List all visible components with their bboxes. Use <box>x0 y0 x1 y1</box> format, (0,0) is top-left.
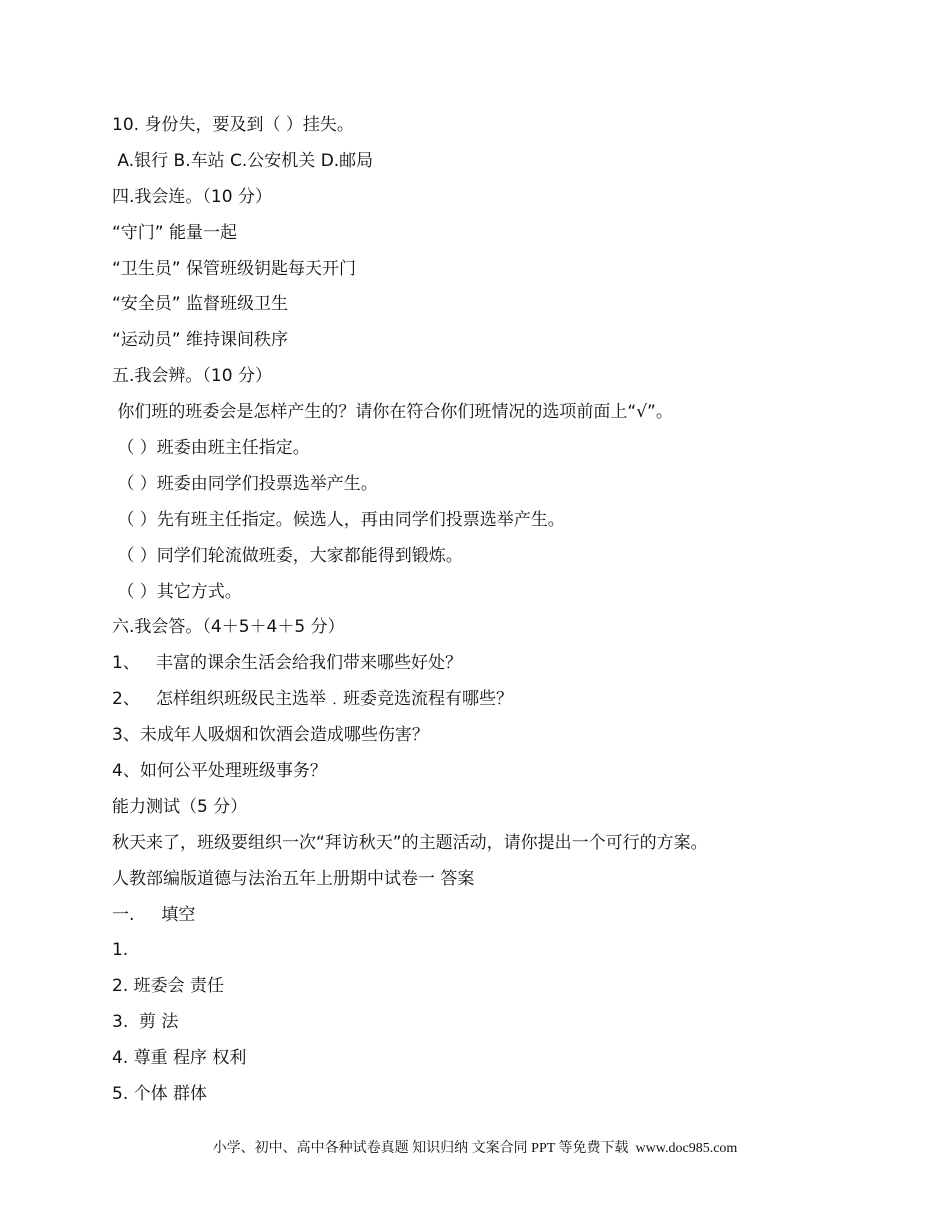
choice-item-5: （ ）其它方式。 <box>112 581 242 602</box>
answer-key-title: 人教部编版道德与法治五年上册期中试卷一 答案 <box>112 868 475 889</box>
section-6-heading: 六.我会答。（4＋5＋4＋5 分） <box>112 617 345 638</box>
section-5-prompt: 你们班的班委会是怎样产生的？请你在符合你们班情况的选项前面上“√”。 <box>112 402 673 423</box>
ability-test-prompt: 秋天来了，班级要组织一次“拜访秋天”的主题活动，请你提出一个可行的方案。 <box>112 832 708 853</box>
match-item-2: “卫生员” 保管班级钥匙每天开门 <box>112 258 357 279</box>
answer-section-1-heading: 一. 填空 <box>112 904 196 925</box>
document-body <box>112 108 872 1113</box>
ability-test-heading: 能力测试（5 分） <box>112 796 248 817</box>
match-item-1: “守门” 能量一起 <box>112 222 238 243</box>
answer-question-2: 2、 怎样组织班级民主选举﹒班委竞选流程有哪些？ <box>112 689 514 710</box>
match-item-3: “安全员” 监督班级卫生 <box>112 294 289 315</box>
page-footer: 小学、初中、高中各种试卷真题 知识归纳 文案合同 PPT 等免费下载 www.doc985.com <box>212 1141 738 1156</box>
answer-question-4: 4、如何公平处理班级事务？ <box>112 761 327 782</box>
answer-question-1: 1、 丰富的课余生活会给我们带来哪些好处？ <box>112 653 463 674</box>
answer-3: 3. 剪 法 <box>112 1012 179 1033</box>
question-10: 10. 身份失，要及到（ ）挂失。 <box>112 115 354 135</box>
answer-4: 4. 尊重 程序 权利 <box>112 1048 247 1069</box>
match-item-4: “运动员” 维持课间秩序 <box>112 330 289 351</box>
section-5-heading: 五.我会辨。（10 分） <box>112 366 272 387</box>
choice-item-1: （ ）班委由班主任指定。 <box>112 438 310 459</box>
answer-5: 5. 个体 群体 <box>112 1084 208 1105</box>
question-10-options: A.银行 B.车站 C.公安机关 D.邮局 <box>112 150 374 171</box>
section-4-heading: 四.我会连。（10 分） <box>112 186 272 207</box>
answer-question-3: 3、未成年人吸烟和饮酒会造成哪些伤害？ <box>112 725 429 746</box>
choice-item-3: （ ）先有班主任指定。候选人，再由同学们投票选举产生。 <box>112 509 565 530</box>
choice-item-4: （ ）同学们轮流做班委，大家都能得到锻炼。 <box>112 545 463 566</box>
answer-1: 1. <box>112 940 129 961</box>
answer-2: 2. 班委会 责任 <box>112 976 225 997</box>
choice-item-2: （ ）班委由同学们投票选举产生。 <box>112 473 378 494</box>
